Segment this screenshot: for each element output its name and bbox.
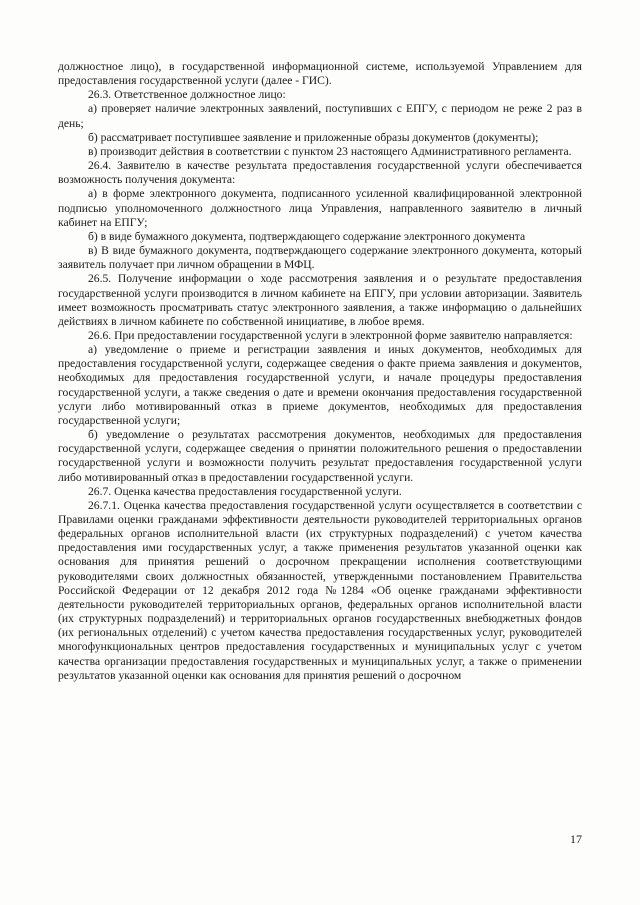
paragraph: а) в форме электронного документа, подписанного усиленной квалифицированной электронной подписью уполномоченного должностного лица Управления, направленного заявителю в личный кабинет на ЕПГУ; bbox=[58, 187, 582, 229]
paragraph: б) в виде бумажного документа, подтверждающего содержание электронного документа bbox=[88, 229, 526, 243]
paragraph: в) В виде бумажного документа, подтверждающего содержание электронного документа, который заявитель получает при личном обращении в МФЦ. bbox=[58, 244, 582, 272]
paragraph: а) проверяет наличие электронных заявлений, поступивших с ЕПГУ, с периодом не реже 2 раз в день; bbox=[58, 102, 582, 130]
paragraph: б) уведомление о результатах рассмотрения документов, необходимых для предоставления государственной услуги, содержащее сведения о принятии положительного решения о предоставлении государственной услуги и возможности получить результат предоставления государственной услуги либо мотивированный отказ в предоставлении государственной услуги. bbox=[58, 428, 582, 484]
page-number: 17 bbox=[570, 832, 582, 846]
body-text bbox=[58, 60, 582, 683]
paragraph: 26.5. Получение информации о ходе рассмотрения заявления и о результате предоставления государственной услуги производится в личном кабинете на ЕПГУ, при условии авторизации. Заявитель имеет возможность просматривать статус электронного заявления, а также информацию о дальнейших действиях в личном кабинете по собственной инициативе, в любое время. bbox=[58, 272, 582, 328]
paragraph: должностное лицо), в государственной информационной системе, используемой Управлением для предоставления государственной услуги (далее - ГИС). bbox=[58, 60, 582, 88]
paragraph: 26.7. Оценка качества предоставления государственной услуги. bbox=[88, 484, 402, 498]
paragraph: а) уведомление о приеме и регистрации заявления и иных документов, необходимых для предоставления государственной услуги, содержащее сведения о факте приема заявления и документов, необходимых для предоставления государственной услуги, и начале процедуры предоставления государственной услуги, а также сведения о дате и времени окончания предоставления государственной услуги либо мотивированный отказ в приеме документов, необходимых для предоставления государственной услуги; bbox=[58, 343, 582, 427]
paragraph: б) рассматривает поступившее заявление и приложенные образы документов (документы); bbox=[88, 130, 539, 144]
paragraph: в) производит действия в соответствии с пунктом 23 настоящего Административного регламента. bbox=[88, 144, 572, 158]
paragraph: 26.6. При предоставлении государственной услуги в электронной форме заявителю направляется: bbox=[88, 328, 573, 342]
paragraph: 26.4. Заявителю в качестве результата предоставления государственной услуги обеспечивается возможность получения документа: bbox=[58, 159, 582, 187]
paragraph: 26.7.1. Оценка качества предоставления государственной услуги осуществляется в соответствии с Правилами оценки гражданами эффективности деятельности руководителей территориальных органов федеральных органов исполнительной власти (их структурных подразделений) с учетом качества предоставления ими государственных услуг, а также применения результатов указанной оценки как основания для принятия решений о досрочном прекращении исполнения соответствующими руководителями своих должностных обязанностей, утвержденными постановлением Правительства Российской Федерации от 12 декабря 2012 года №1284 «Об оценке гражданами эффективности деятельности руководителей территориальных органов, федеральных органов исполнительной власти (их структурных подразделений) и территориальных органов государственных внебюджетных фондов (их региональных отделений) с учетом качества предоставления государственных услуг, руководителей многофункциональных центров предоставления государственных и муниципальных услуг с учетом качества организации предоставления государственных и муниципальных услуг, а также о применении результатов указанной оценки как основания для принятия решений о досрочном bbox=[58, 498, 582, 682]
paragraph: 26.3. Ответственное должностное лицо: bbox=[88, 88, 286, 102]
